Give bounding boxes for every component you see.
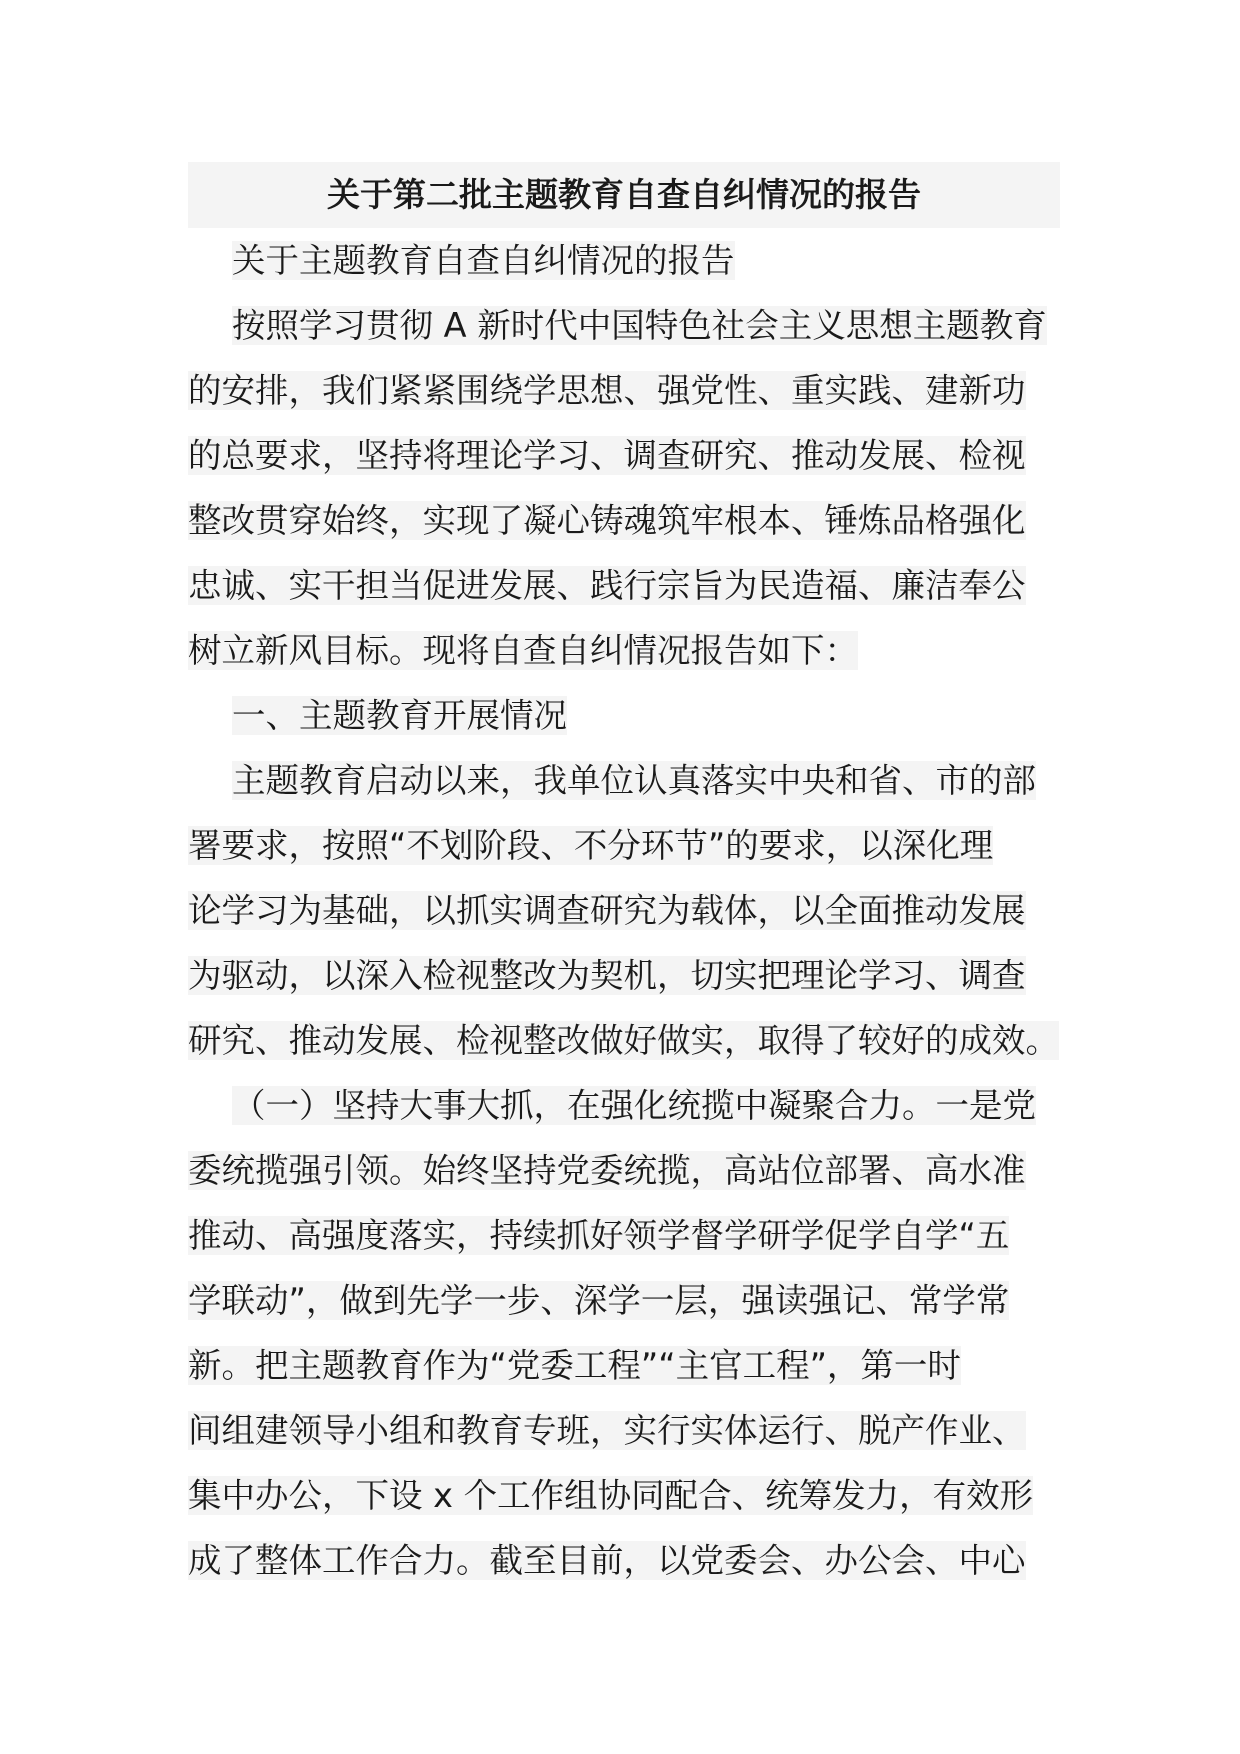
- text-line: [188, 1138, 1060, 1203]
- paragraph-section-1-body: [188, 748, 1060, 1073]
- text-line-content: 学联动”，做到先学一步、深学一层，强读强记、常学常: [188, 1281, 1010, 1320]
- text-line: [188, 748, 1060, 813]
- text-line: [188, 1008, 1060, 1073]
- text-line: [188, 618, 1060, 683]
- text-line: [188, 1398, 1060, 1463]
- text-line-content: 集中办公，下设 x 个工作组协同配合、统筹发力，有效形: [188, 1476, 1034, 1515]
- text-line-content: 研究、推动发展、检视整改做好做实，取得了较好的成效。: [188, 1021, 1059, 1060]
- text-line-content: 树立新风目标。现将自查自纠情况报告如下：: [188, 631, 858, 670]
- text-line-content: 整改贯穿始终，实现了凝心铸魂筑牢根本、锤炼品格强化: [188, 501, 1026, 540]
- text-line: [188, 813, 1060, 878]
- paragraph-section-1-1: [188, 1073, 1060, 1593]
- text-line-content: 推动、高强度落实，持续抓好领学督学研学促学自学“五: [188, 1216, 1010, 1255]
- text-line: [188, 878, 1060, 943]
- text-line: [188, 1203, 1060, 1268]
- text-line-content: 主题教育启动以来，我单位认真落实中央和省、市的部: [232, 761, 1036, 800]
- text-line-content: 间组建领导小组和教育专班，实行实体运行、脱产作业、: [188, 1411, 1026, 1450]
- text-line-content: 新。把主题教育作为“党委工程”“主官工程”，第一时: [188, 1346, 961, 1385]
- text-line: [188, 488, 1060, 553]
- text-line: [188, 293, 1060, 358]
- text-line: [188, 1073, 1060, 1138]
- text-line: [188, 683, 1060, 748]
- paragraph-intro: [188, 293, 1060, 683]
- paragraph-subtitle: [188, 228, 1060, 293]
- text-line-content: 的安排，我们紧紧围绕学思想、强党性、重实践、建新功: [188, 371, 1026, 410]
- document-title: 关于第二批主题教育自查自纠情况的报告: [188, 162, 1060, 228]
- text-line: [188, 1268, 1060, 1333]
- text-line: [188, 423, 1060, 488]
- text-line-content: （一）坚持大事大抓，在强化统揽中凝聚合力。一是党: [232, 1086, 1036, 1125]
- text-line-content: 关于主题教育自查自纠情况的报告: [232, 241, 735, 280]
- paragraph-section-1-heading: [188, 683, 1060, 748]
- text-line-content: 委统揽强引领。始终坚持党委统揽，高站位部署、高水准: [188, 1151, 1026, 1190]
- text-line: [188, 1528, 1060, 1593]
- text-line-content: 忠诚、实干担当促进发展、践行宗旨为民造福、廉洁奉公: [188, 566, 1026, 605]
- text-line: [188, 1333, 1060, 1398]
- text-line-content: 署要求，按照“不划阶段、不分环节”的要求，以深化理: [188, 826, 994, 865]
- text-line: [188, 1463, 1060, 1528]
- text-line: [188, 943, 1060, 1008]
- text-line-content: 的总要求，坚持将理论学习、调查研究、推动发展、检视: [188, 436, 1026, 475]
- text-line: [188, 553, 1060, 618]
- text-line-content: 成了整体工作合力。截至目前，以党委会、办公会、中心: [188, 1541, 1026, 1580]
- text-line-content: 一、主题教育开展情况: [232, 696, 567, 735]
- document-body: [188, 228, 1060, 1593]
- text-line: [188, 228, 1060, 293]
- text-line-content: 按照学习贯彻 A 新时代中国特色社会主义思想主题教育: [232, 306, 1047, 345]
- document-page: [188, 162, 1060, 1593]
- text-line-content: 为驱动，以深入检视整改为契机，切实把理论学习、调查: [188, 956, 1026, 995]
- text-line-content: 论学习为基础，以抓实调查研究为载体，以全面推动发展: [188, 891, 1026, 930]
- text-line: [188, 358, 1060, 423]
